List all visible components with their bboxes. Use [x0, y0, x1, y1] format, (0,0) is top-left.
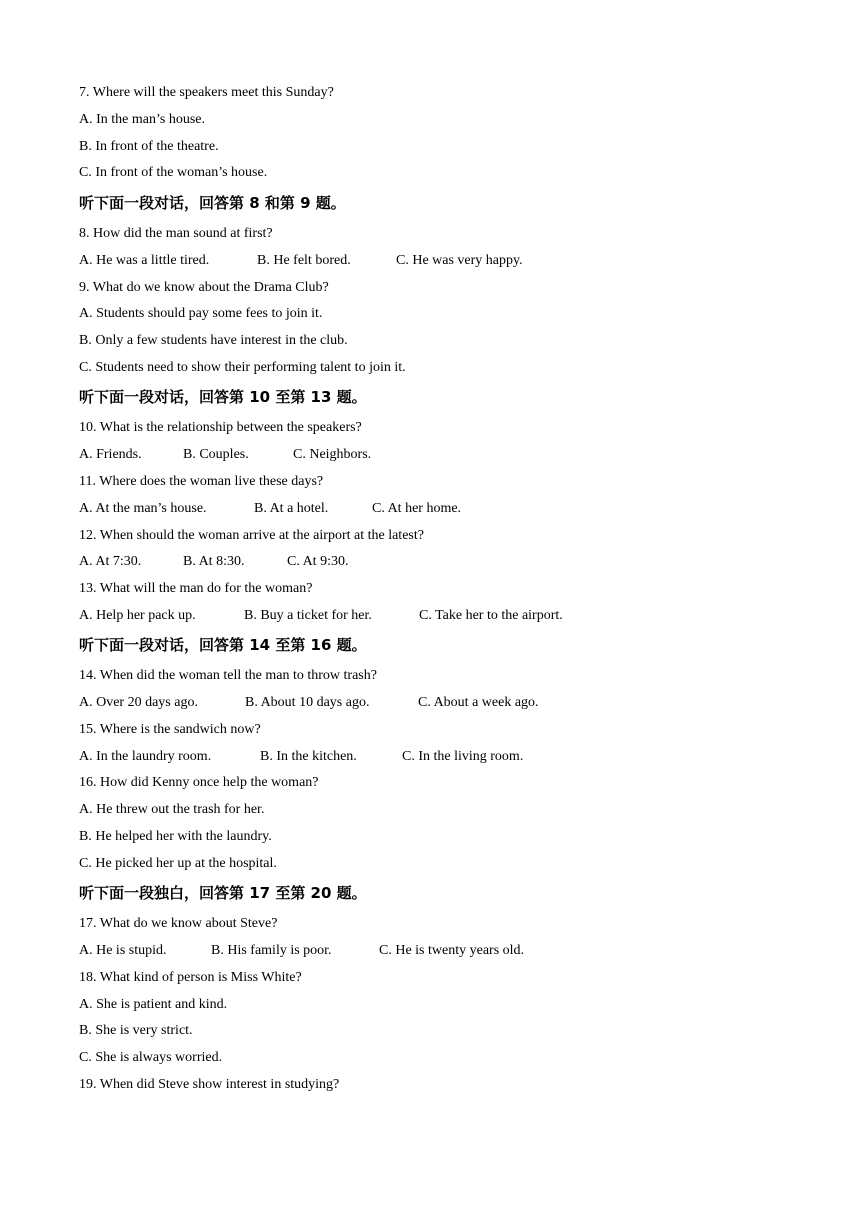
question-16: 16. How did Kenny once help the woman?: [79, 775, 319, 790]
option-line: A. Students should pay some fees to join it.: [79, 306, 323, 321]
option: B. At 8:30.: [183, 554, 245, 569]
question-17: 17. What do we know about Steve?: [79, 916, 278, 931]
question-10: 10. What is the relationship between the speakers?: [79, 420, 362, 435]
option: B. Buy a ticket for her.: [244, 608, 372, 623]
option: A. Over 20 days ago.: [79, 695, 198, 710]
option: A. At the man’s house.: [79, 501, 207, 516]
option-line: B. She is very strict.: [79, 1023, 193, 1038]
question-12: 12. When should the woman arrive at the airport at the latest?: [79, 528, 424, 543]
option: C. In the living room.: [402, 749, 524, 764]
option: B. In the kitchen.: [260, 749, 357, 764]
question-13: 13. What will the man do for the woman?: [79, 581, 313, 596]
option-line: B. He helped her with the laundry.: [79, 829, 272, 844]
question-19: 19. When did Steve show interest in studying?: [79, 1077, 340, 1092]
option: C. At 9:30.: [287, 554, 349, 569]
option: C. Take her to the airport.: [419, 608, 563, 623]
option: B. He felt bored.: [257, 253, 351, 268]
option: B. His family is poor.: [211, 943, 332, 958]
section-heading: 听下面一段独白，回答第 17 至第 20 题。: [79, 884, 367, 902]
option-line: A. In the man’s house.: [79, 112, 205, 127]
question-18: 18. What kind of person is Miss White?: [79, 970, 302, 985]
question-15: 15. Where is the sandwich now?: [79, 722, 261, 737]
question-9: 9. What do we know about the Drama Club?: [79, 280, 329, 295]
section-heading: 听下面一段对话，回答第 10 至第 13 题。: [79, 388, 367, 406]
option: A. He is stupid.: [79, 943, 167, 958]
option-line: C. She is always worried.: [79, 1050, 223, 1065]
question-7: 7. Where will the speakers meet this Sunday?: [79, 85, 334, 100]
option: C. He is twenty years old.: [379, 943, 525, 958]
section-heading: 听下面一段对话，回答第 14 至第 16 题。: [79, 636, 367, 654]
option: A. Help her pack up.: [79, 608, 196, 623]
option: A. In the laundry room.: [79, 749, 212, 764]
option-line: A. She is patient and kind.: [79, 997, 228, 1012]
option: B. About 10 days ago.: [245, 695, 370, 710]
option: C. He was very happy.: [396, 253, 523, 268]
option: C. At her home.: [372, 501, 462, 516]
option: A. Friends.: [79, 447, 142, 462]
option-line: C. In front of the woman’s house.: [79, 165, 268, 180]
question-14: 14. When did the woman tell the man to throw trash?: [79, 668, 377, 683]
option: B. Couples.: [183, 447, 249, 462]
option: B. At a hotel.: [254, 501, 329, 516]
question-11: 11. Where does the woman live these days?: [79, 474, 324, 489]
option: C. About a week ago.: [418, 695, 539, 710]
section-heading: 听下面一段对话，回答第 8 和第 9 题。: [79, 194, 346, 212]
option-line: C. He picked her up at the hospital.: [79, 856, 277, 871]
question-8: 8. How did the man sound at first?: [79, 226, 273, 241]
option-line: B. In front of the theatre.: [79, 139, 219, 154]
option: A. At 7:30.: [79, 554, 142, 569]
option-line: A. He threw out the trash for her.: [79, 802, 265, 817]
option-line: C. Students need to show their performing talent to join it.: [79, 360, 406, 375]
option: C. Neighbors.: [293, 447, 372, 462]
option: A. He was a little tired.: [79, 253, 210, 268]
option-line: B. Only a few students have interest in the club.: [79, 333, 348, 348]
